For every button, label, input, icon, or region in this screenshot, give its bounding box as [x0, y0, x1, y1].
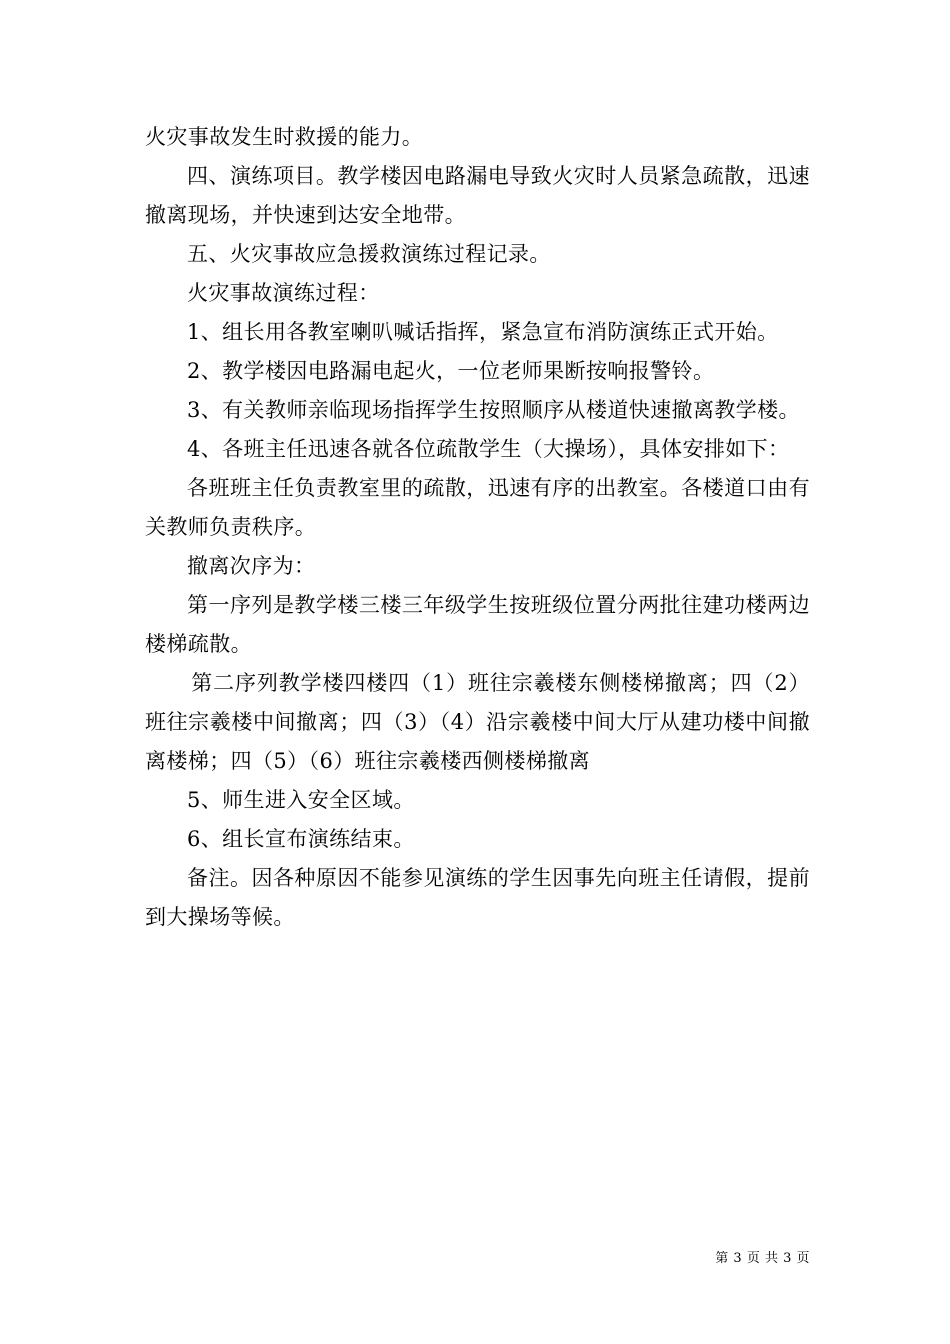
paragraph-remark: 备注。因各种原因不能参见演练的学生因事先向班主任请假，提前到大操场等候。 [145, 866, 810, 929]
paragraph-second-sequence: 第二序列教学楼四楼四（1）班往宗羲楼东侧楼梯撤离；四（2）班往宗羲楼中间撤离；四（3）（4）沿宗羲楼中间大厅从建功楼中间撤离楼梯；四（5）（6）班往宗羲楼西侧楼梯撤离 [145, 671, 810, 773]
paragraph-step-6: 6、组长宣布演练结束。 [187, 827, 415, 851]
paragraph-step-4: 4、各班主任迅速各就各位疏散学生（大操场），具体安排如下： [187, 437, 790, 461]
paragraph-drill-process-heading: 火灾事故演练过程： [187, 281, 380, 305]
paragraph-step-2: 2、教学楼因电路漏电起火，一位老师果断按响报警铃。 [187, 359, 715, 383]
paragraph-step-1: 1、组长用各教室喇叭喊话指挥，紧急宣布消防演练正式开始。 [187, 320, 779, 344]
page-number: 第 3 页 共 3 页 [715, 1251, 810, 1266]
paragraph-drill-project: 四、演练项目。教学楼因电路漏电导致火灾时人员紧急疏散，迅速撤离现场，并快速到达安全地带。 [145, 164, 810, 227]
paragraph-first-sequence: 第一序列是教学楼三楼三年级学生按班级位置分两批往建功楼两边楼梯疏散。 [145, 593, 810, 656]
paragraph-evacuation-order-heading: 撤离次序为： [187, 554, 316, 578]
paragraph-continuation: 火灾事故发生时救援的能力。 [145, 125, 424, 149]
paragraph-teacher-duties: 各班班主任负责教室里的疏散，迅速有序的出教室。各楼道口由有关教师负责秩序。 [145, 476, 810, 539]
paragraph-step-3: 3、有关教师亲临现场指挥学生按照顺序从楼道快速撤离教学楼。 [187, 398, 800, 422]
paragraph-step-5: 5、师生进入安全区域。 [187, 788, 415, 812]
paragraph-drill-record: 五、火灾事故应急援救演练过程记录。 [187, 242, 551, 266]
document-body [145, 118, 810, 937]
